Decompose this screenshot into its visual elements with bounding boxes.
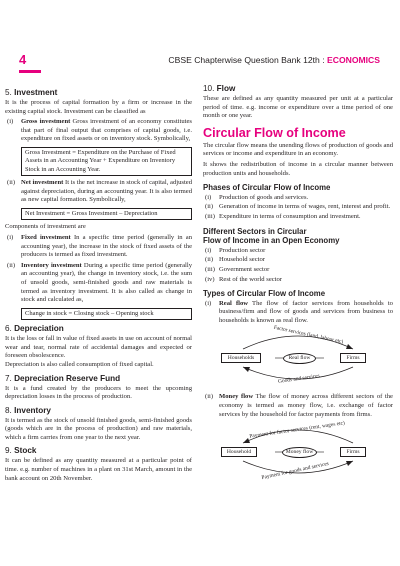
page-header (0, 0, 400, 78)
real-flow-term: Real flow (219, 299, 249, 307)
real-flow-item: (i) Real flow The flow of factor services from households to business/firm and flow of goods and services from business to households is known as real flow. (205, 299, 393, 324)
sector-item: (ii) Household sector (205, 256, 265, 264)
gross-investment-item: (i) Gross investment Gross investment of an economy constitutes that part of final output that comprises of capital goods, i.e. expenditure on fixed assets or on inventory stock. Symbolically, (7, 118, 192, 143)
phase-item: (ii) Generation of income in terms of wages, rent, interest and profit. (205, 203, 391, 211)
real-flow-top-label: Factor services (land, labour etc) (273, 325, 344, 346)
households-box: Households (221, 353, 261, 363)
money-flow-term: Money flow (219, 393, 254, 401)
household-box: Household (221, 447, 257, 457)
inventory-investment-item: (ii) Inventory investment During a specific time period (generally an accounting year), the change in inventory stock, i.e. the sum of unsold goods, semi-finished goods and raw materials is termed as inventory investment. It is also called as change in stock and calculated as, (7, 261, 192, 304)
money-flow-item: (ii) Money flow The flow of money across different sectors of the economy is termed as money flow, i.e. exchange of factor services by the household for factor payments from firms. (205, 393, 393, 418)
depreciation-text: It is the loss or fall in value of fixed assets in use on account of normal wear and tear, normal rate of accidental damages and expected or foreseen obsolescence. (5, 335, 192, 360)
sector-item: (iii) Government sector (205, 265, 270, 273)
flow-text: These are defined as any quantity measured per unit at a particular period of time. e.g. income or expenditure over a time period of one month or one year. (203, 95, 393, 120)
real-flow-oval: Real flow (283, 353, 316, 364)
left-column (5, 84, 192, 485)
inventory-text: It is termed as the stock of unsold finished goods, semi-finished goods (goods which are in the process of production) and raw materials, which a firm carries from one year to the next year. (5, 416, 192, 441)
gross-investment-formula: Gross Investment = Expenditure on the Purchase of Fixed Assets in an Accounting Year + Expenditure on Inventory Stock in an Accounting Year. (21, 147, 192, 176)
money-flow-diagram (203, 421, 393, 483)
book-title-text: CBSE Chapterwise Question Bank 12th : (168, 55, 327, 65)
inventory-investment-term: Inventory investment (21, 261, 82, 269)
money-flow-oval: Money flow (282, 447, 317, 458)
circular-flow-text-1: The circular flow means the unending flows of production of goods and services or income and expenditure in an economy. (203, 141, 393, 158)
sector-item: (iv) Rest of the world sector (205, 275, 282, 283)
phases-heading: Phases of Circular Flow of Income (203, 183, 331, 193)
section-heading-inventory: 8. Inventory (5, 405, 51, 415)
sector-item: (i) Production sector (205, 246, 266, 254)
net-investment-formula: Net Investment = Gross Investment – Depreciation (21, 208, 192, 220)
circular-flow-title: Circular Flow of Income (203, 125, 346, 140)
section-heading-depreciation: 6. Depreciation (5, 324, 64, 334)
gross-investment-term: Gross investment (21, 118, 71, 126)
net-investment-item: (ii) Net investment It is the net increase in stock of capital, adjusted against depreciation, during an accounting year. It is also termed as new capital formation. Symbolically, (7, 179, 192, 204)
page-number: 4 (19, 52, 27, 67)
money-flow-bottom-label: Payment for goods and services (261, 461, 330, 482)
circular-flow-text-2: It shows the redistribution of income in a circular manner between production units and households. (203, 160, 393, 177)
subject-label: ECONOMICS (327, 55, 380, 65)
firms-box: Firms (340, 447, 366, 457)
section-heading-investment: 5. Investment (5, 88, 58, 97)
sectors-heading: Different Sectors in Circular Flow of Income in an Open Economy (203, 226, 340, 246)
section-heading-stock: 9. Stock (5, 446, 37, 456)
money-flow-top-label: Payment for factor services (rent, wages etc) (249, 420, 346, 440)
real-flow-bottom-label: Goods and services (277, 373, 321, 386)
reserve-fund-text: It is a fund created by the producers to meet the upcoming depreciation losses in the process of production. (5, 384, 192, 401)
phase-item: (i) Production of goods and services. (205, 193, 309, 201)
fixed-investment-item: (i) Fixed investment In a specific time period (generally in an accounting year), the increase in the stock of fixed assets of the producers is termed as fixed investment. (7, 233, 192, 259)
page-number-underline (19, 70, 41, 73)
fixed-investment-term: Fixed investment (21, 233, 71, 241)
net-investment-term: Net investment (21, 179, 64, 187)
real-flow-diagram (203, 327, 393, 389)
components-intro: Components of investment are (5, 223, 86, 231)
investment-intro: It is the process of capital formation by a firm or increase in the existing capital stock. Investment can be classified as (5, 99, 192, 115)
types-heading: Types of Circular Flow of Income (203, 289, 326, 299)
firms-box: Firms (340, 353, 366, 363)
book-title (168, 55, 380, 65)
section-heading-reserve-fund: 7. Depreciation Reserve Fund (5, 373, 121, 383)
right-column (203, 84, 393, 487)
depreciation-text-2: Depreciation is also called consumption of fixed capital. (5, 360, 154, 368)
section-heading-flow: 10. Flow (203, 84, 236, 93)
change-in-stock-formula: Change in stock = Closing stock – Opening stock (21, 308, 192, 320)
phase-item: (iii) Expenditure in terms of consumption and investment. (205, 212, 361, 220)
stock-text: It can be defined as any quantity measured at a particular point of time. e.g. number of machines in a plant on 31st March, amount in the bank account on 20th November. (5, 457, 192, 482)
